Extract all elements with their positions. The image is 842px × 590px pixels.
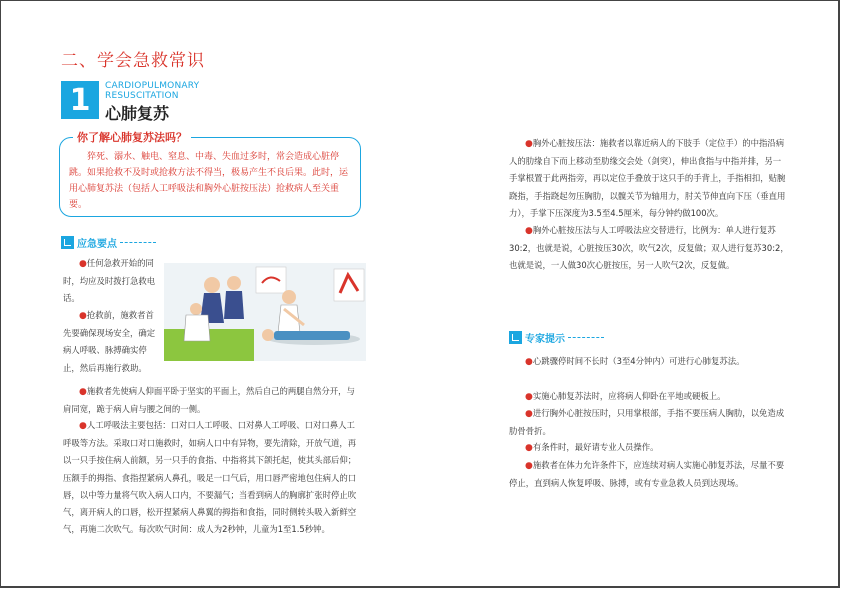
expert-tips-label: 专家提示 (525, 334, 565, 345)
chapter-number-badge: 1 (61, 81, 99, 119)
arrow-icon (61, 236, 74, 249)
question-text: 猝死、溺水、触电、窒息、中毒、失血过多时，常会造成心脏停跳。如果抢救不及时或抢救方法不得当，极易产生不良后果。此时，运用心肺复苏法（包括人工呼吸法和胸外心脏按压法）抢救病人至关重要。 (69, 152, 349, 210)
key-point-3: ●施救者先使病人仰面平卧于坚实的平面上，然后自己的两腿自然分开，与肩同宽，跪于病人肩与腰之间的一侧。 (63, 386, 355, 415)
bullet-dot-icon: ● (525, 226, 533, 236)
bullet-dot-icon: ● (79, 387, 87, 397)
cpr-illustration-svg (164, 263, 366, 361)
key-point-2: ●抢救前，施救者首先要确保现场安全，确定病人呼吸、脉搏确实停止，然后再施行救助。 (63, 310, 156, 373)
bullet-dot-icon: ● (79, 259, 87, 269)
key-points-heading (61, 235, 156, 250)
key-points-label: 应急要点 (77, 239, 117, 250)
bullet-dot-icon: ● (525, 392, 533, 402)
chapter-en-title: CARDIOPULMONARY RESUSCITATION (105, 81, 200, 101)
heading-dash-line (120, 242, 156, 243)
arrow-icon (509, 331, 522, 344)
bullet-dot-icon: ● (79, 421, 87, 431)
chapter-cn-title: 心肺复苏 (105, 104, 170, 123)
expert-tips-heading (509, 330, 604, 345)
cpr-illustration (164, 263, 366, 361)
heading-dash-line (568, 337, 604, 338)
bullet-dot-icon: ● (525, 409, 533, 419)
section-title: 二、学会急救常识 (61, 51, 205, 71)
expert-tip-2: ●实施心肺复苏法时，应将病人仰卧在平地或硬板上。 (525, 391, 726, 402)
question-heading: 你了解心肺复苏法吗？ (73, 129, 191, 145)
bullet-dot-icon: ● (525, 461, 533, 471)
expert-tip-1: ●心跳骤停时间不长时（3至4分钟内）可进行心肺复苏法。 (525, 356, 745, 367)
bullet-dot-icon: ● (525, 357, 533, 367)
expert-tip-3: ●进行胸外心脏按压时，只用掌根部，手指不要压病人胸肋，以免造成肋骨骨折。 (509, 408, 785, 437)
expert-tip-4: ●有条件时，最好请专业人员操作。 (525, 442, 659, 453)
expert-tip-5: ●施救者在体力允许条件下，应连续对病人实施心肺复苏法，尽量不要停止，直到病人恢复呼吸、脉搏，或有专业急救人员到达现场。 (509, 460, 785, 489)
bullet-dot-icon: ● (79, 311, 87, 321)
key-point-4: ●人工呼吸法主要包括：口对口人工呼吸、口对鼻人工呼吸、口对口鼻人工呼吸等方法。采取口对口施救时，如病人口中有异物，要先清除，开放气道，再以一只手按住病人前额，另一只手的食指、中指将其下颌托起，使其头部后仰；压额手的拇指、食指捏紧病人鼻孔，吸足一口气后，用口唇严密地包住病人的口唇，以中等力量将气吹入病人口内，不要漏气；当看到病人的胸廓扩张时停止吹气，离开病人的口唇，松开捏紧病人鼻翼的拇指和食指，同时侧转头吸入新鲜空气，再施二次吹气。每次吹气时间：成人为2秒钟，儿童为1至1.5秒钟。 (63, 420, 357, 535)
bullet-dot-icon: ● (525, 139, 533, 149)
key-point-1: ●任何急救开始的同时，均应及时拨打急救电话。 (63, 258, 156, 304)
bullet-dot-icon: ● (525, 443, 533, 453)
right-paragraph-2: ●胸外心脏按压法与人工呼吸法应交替进行，比例为：单人进行复苏30:2，也就是说，心脏按压30次，吹气2次，反复做；双人进行复苏30:2，也就是说，一人做30次心脏按压，另一人吹气2次，反复做。 (509, 225, 789, 271)
right-paragraph-1: ●胸外心脏按压法：施救者以靠近病人的下肢手（定位手）的中指沿病人的肋缘自下而上移动至肋缘交会处（剑突），伸出食指与中指并排，另一手掌根置于此两指旁，再以定位手叠放于这只手的手背上，手指相扣，贴腕跷指，手指跷起勿压胸肋，以髋关节为轴用力，肘关节伸直向下压（垂直用力），手掌下压深度为3.5至4.5厘米，每分钟约做100次。 (509, 138, 786, 218)
